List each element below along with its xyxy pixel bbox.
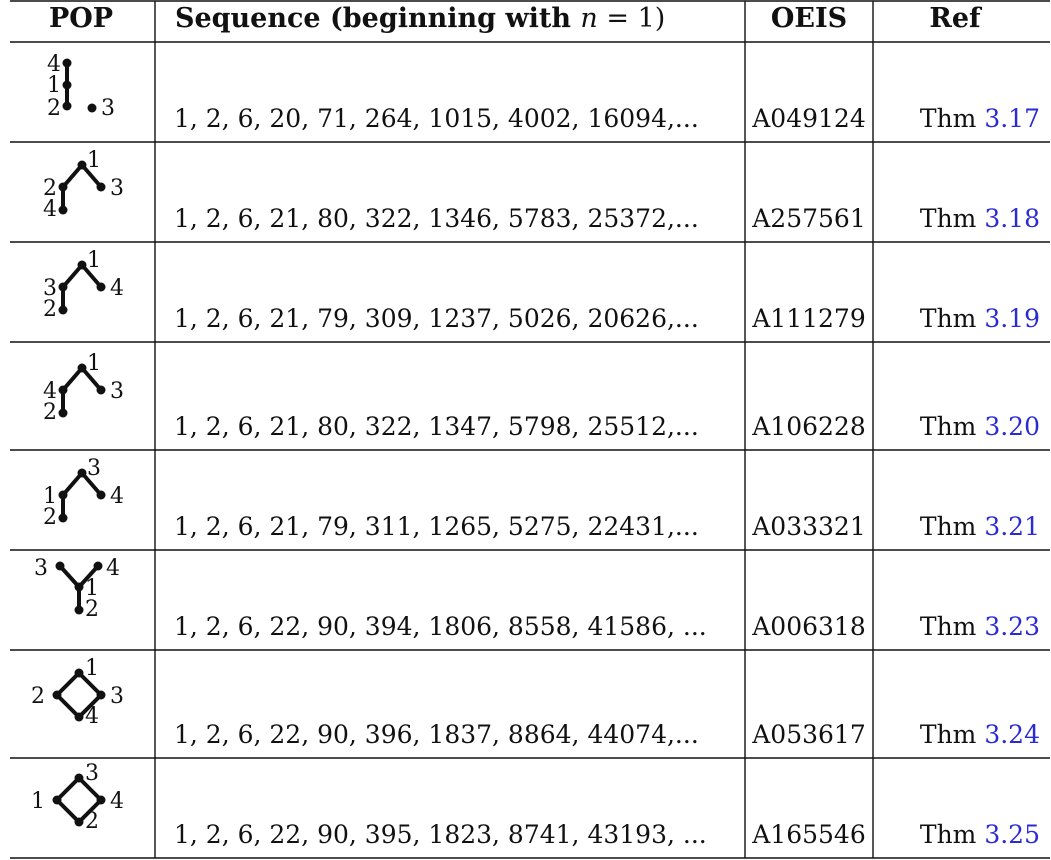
oeis-cell: A165546 bbox=[752, 820, 866, 849]
poset-diagram bbox=[34, 556, 120, 622]
oeis-cell: A033321 bbox=[752, 512, 866, 541]
ref-cell: Thm 3.21 bbox=[919, 512, 1040, 541]
node-label: 3 bbox=[34, 556, 48, 581]
sequence-cell: 1, 2, 6, 21, 80, 322, 1347, 5798, 25512,... bbox=[174, 412, 699, 441]
poset-diagram bbox=[47, 52, 115, 121]
node-label: 3 bbox=[110, 684, 124, 709]
table-row bbox=[31, 656, 1040, 749]
node-label: 2 bbox=[43, 297, 57, 322]
node-label: 1 bbox=[87, 351, 101, 376]
theorem-link[interactable]: 3.20 bbox=[984, 412, 1040, 441]
node-label: 3 bbox=[43, 276, 57, 301]
node-label: 1 bbox=[85, 576, 99, 601]
oeis-cell: A106228 bbox=[752, 412, 866, 441]
header-oeis: OEIS bbox=[770, 3, 848, 34]
node-label: 2 bbox=[43, 400, 57, 425]
poset-diagram bbox=[43, 248, 124, 322]
node-label: 2 bbox=[43, 176, 57, 201]
sequence-cell: 1, 2, 6, 22, 90, 396, 1837, 8864, 44074,... bbox=[174, 720, 699, 749]
theorem-link[interactable]: 3.24 bbox=[984, 720, 1040, 749]
oeis-cell: A053617 bbox=[752, 720, 866, 749]
node-label: 1 bbox=[31, 789, 45, 814]
ref-cell: Thm 3.25 bbox=[919, 820, 1040, 849]
node-label: 1 bbox=[43, 484, 57, 509]
table-row bbox=[43, 148, 1040, 233]
poset-diagram bbox=[43, 456, 124, 530]
node-label: 1 bbox=[85, 656, 99, 681]
theorem-link[interactable]: 3.17 bbox=[984, 104, 1040, 133]
table-row bbox=[31, 761, 1040, 849]
header-ref: Ref bbox=[929, 3, 981, 34]
header-pop: POP bbox=[48, 3, 114, 34]
node-label: 3 bbox=[101, 96, 115, 121]
oeis-cell: A111279 bbox=[752, 304, 866, 333]
ref-cell: Thm 3.17 bbox=[919, 104, 1040, 133]
table-row bbox=[43, 351, 1040, 441]
ref-cell: Thm 3.19 bbox=[919, 304, 1040, 333]
node-label: 4 bbox=[110, 484, 124, 509]
ref-cell: Thm 3.24 bbox=[919, 720, 1040, 749]
table-row bbox=[43, 248, 1040, 333]
ref-cell: Thm 3.20 bbox=[919, 412, 1040, 441]
node-label: 2 bbox=[31, 684, 45, 709]
node-label: 4 bbox=[43, 379, 57, 404]
node-label: 3 bbox=[110, 379, 124, 404]
poset-diagram bbox=[43, 148, 124, 222]
node-label: 4 bbox=[106, 556, 120, 581]
node-label: 2 bbox=[85, 597, 99, 622]
node-label: 3 bbox=[110, 176, 124, 201]
header-sequence: Sequence (beginning with n = 1) bbox=[175, 3, 666, 34]
theorem-link[interactable]: 3.23 bbox=[984, 612, 1040, 641]
poset-diagram bbox=[31, 656, 124, 729]
node-label: 4 bbox=[47, 52, 61, 77]
theorem-link[interactable]: 3.21 bbox=[984, 512, 1040, 541]
sequence-cell: 1, 2, 6, 21, 80, 322, 1346, 5783, 25372,... bbox=[174, 204, 699, 233]
node-label: 4 bbox=[43, 197, 57, 222]
node-label: 4 bbox=[110, 789, 124, 814]
ref-cell: Thm 3.18 bbox=[919, 204, 1040, 233]
node-label: 2 bbox=[43, 505, 57, 530]
ref-cell: Thm 3.23 bbox=[919, 612, 1040, 641]
oeis-cell: A049124 bbox=[752, 104, 866, 133]
table-row bbox=[43, 456, 1040, 541]
node-label: 4 bbox=[110, 276, 124, 301]
theorem-link[interactable]: 3.19 bbox=[984, 304, 1040, 333]
theorem-link[interactable]: 3.18 bbox=[984, 204, 1040, 233]
table-header bbox=[49, 3, 983, 34]
node-label: 1 bbox=[87, 248, 101, 273]
sequence-cell: 1, 2, 6, 20, 71, 264, 1015, 4002, 16094,... bbox=[174, 104, 699, 133]
oeis-cell: A257561 bbox=[752, 204, 866, 233]
node-label: 2 bbox=[47, 96, 61, 121]
node-label: 3 bbox=[87, 456, 101, 481]
sequence-cell: 1, 2, 6, 21, 79, 311, 1265, 5275, 22431,... bbox=[174, 512, 699, 541]
poset-diagram bbox=[31, 761, 124, 834]
node-label: 2 bbox=[85, 809, 99, 834]
sequence-cell: 1, 2, 6, 21, 79, 309, 1237, 5026, 20626,... bbox=[174, 304, 699, 333]
oeis-cell: A006318 bbox=[752, 612, 866, 641]
theorem-link[interactable]: 3.25 bbox=[984, 820, 1040, 849]
table-row bbox=[47, 52, 1040, 133]
node-label: 3 bbox=[85, 761, 99, 786]
sequence-cell: 1, 2, 6, 22, 90, 394, 1806, 8558, 41586, ... bbox=[174, 612, 707, 641]
table-row bbox=[34, 556, 1040, 641]
sequence-cell: 1, 2, 6, 22, 90, 395, 1823, 8741, 43193, ... bbox=[174, 820, 707, 849]
node-label: 4 bbox=[85, 704, 99, 729]
poset-diagram bbox=[43, 351, 124, 425]
node-label: 1 bbox=[47, 73, 61, 98]
node-label: 1 bbox=[87, 148, 101, 173]
